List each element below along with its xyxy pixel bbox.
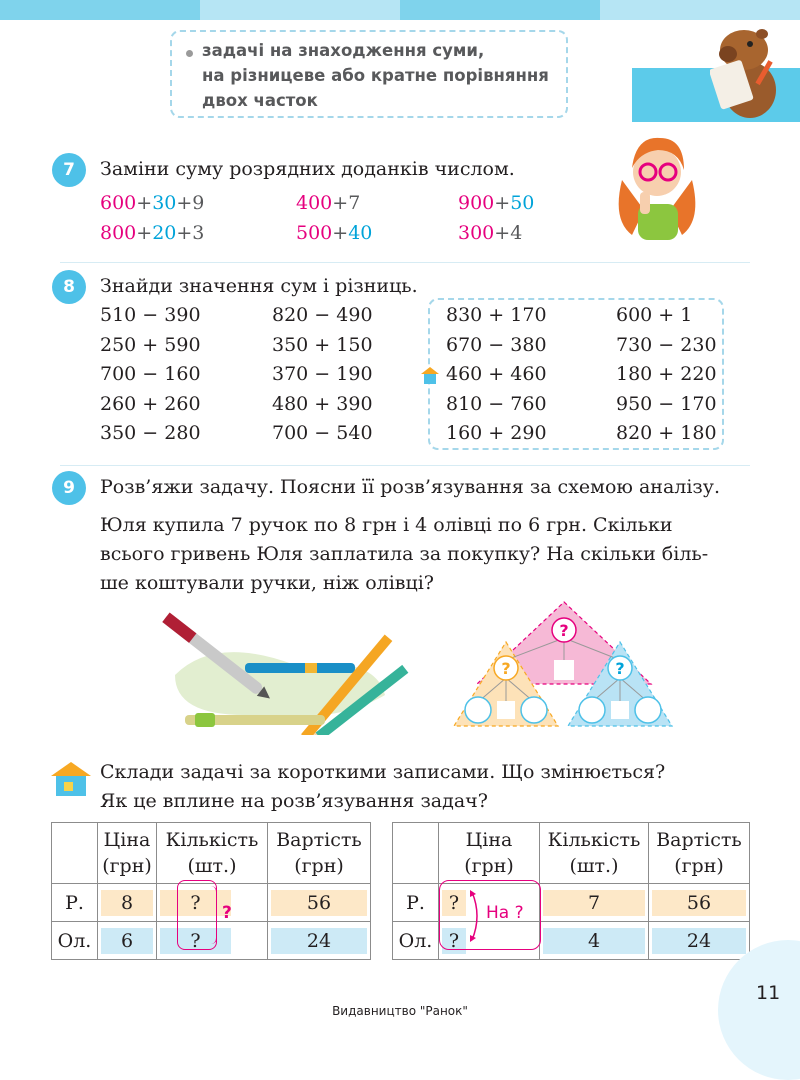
goal-line: задачі на знаходження суми, xyxy=(202,41,485,60)
task7-expression: 900+50 xyxy=(458,192,535,214)
page-number: 11 xyxy=(756,982,781,1004)
svg-text:?: ? xyxy=(501,659,511,678)
table-header-empty xyxy=(393,823,439,884)
goal-line: двох часток xyxy=(202,91,318,110)
expression: 350 + 150 xyxy=(272,333,373,356)
expression: 510 − 390 xyxy=(100,304,201,326)
task-7-instruction: Заміни суму розрядних доданків числом. xyxy=(100,158,515,180)
table-header-price: Ціна (грн) xyxy=(439,823,540,884)
task-number-badge: 9 xyxy=(52,471,86,505)
bullet-icon xyxy=(186,50,193,57)
expression: 670 − 380 xyxy=(446,333,547,356)
section-divider xyxy=(60,465,750,466)
house-icon xyxy=(420,365,440,385)
table-row: Р. ? 7 56 xyxy=(393,884,750,922)
table-header-quantity: Кількість (шт.) xyxy=(157,823,268,884)
table-header-price: Ціна (грн) xyxy=(98,823,157,884)
table-row: Ол. 6 ? 24 xyxy=(52,922,371,960)
expression: 480 + 390 xyxy=(272,392,373,415)
expression: 700 − 540 xyxy=(272,422,373,444)
task-number-badge: 8 xyxy=(52,270,86,304)
task-8-instruction: Знайди значення сум і різниць. xyxy=(100,275,418,297)
task8-column-4 xyxy=(616,301,717,449)
home-task-instruction: Склади задачі за короткими записами. Що змінюється? Як це вплине на розв’язування задач? xyxy=(100,761,666,812)
double-arrow-icon xyxy=(468,888,484,944)
expression: 820 + 180 xyxy=(616,422,717,444)
expression: 350 − 280 xyxy=(100,422,201,444)
goal-line: на різницеве або кратне порівняння xyxy=(202,66,549,85)
table-header-cost: Вартість (грн) xyxy=(649,823,750,884)
task7-expression: 600+30+9 xyxy=(100,192,205,214)
svg-text:?: ? xyxy=(559,621,569,640)
section-divider xyxy=(60,262,750,263)
expression: 370 − 190 xyxy=(272,363,373,385)
task7-expression: 300+4 xyxy=(458,222,523,244)
expression: 600 + 1 xyxy=(616,304,693,326)
task8-column-3 xyxy=(446,301,547,449)
expression: 950 − 170 xyxy=(616,392,717,415)
expression: 160 + 290 xyxy=(446,422,547,444)
task-number-badge: 7 xyxy=(52,153,86,187)
table-header-empty xyxy=(52,823,98,884)
table-row: Ол. ? 4 24 xyxy=(393,922,750,960)
task8-column-2 xyxy=(272,301,373,449)
brace xyxy=(210,886,217,944)
lesson-goal-box xyxy=(170,30,568,118)
task8-column-1 xyxy=(100,301,201,449)
table-header-cost: Вартість (грн) xyxy=(268,823,371,884)
expression: 820 − 490 xyxy=(272,304,373,326)
svg-text:?: ? xyxy=(615,659,625,678)
expression: 700 − 160 xyxy=(100,363,201,385)
pens-pencils-illustration xyxy=(155,605,420,735)
task-9-instruction: Розв’яжи задачу. Поясни її розв’язування за схемою аналізу. xyxy=(100,476,721,498)
expression: 180 + 220 xyxy=(616,363,717,385)
expression: 460 + 460 xyxy=(446,363,547,385)
expression: 250 + 590 xyxy=(100,333,201,356)
analysis-scheme-diagram xyxy=(436,598,691,732)
difference-note: На ? xyxy=(486,903,524,923)
task7-expression: 400+7 xyxy=(296,192,361,214)
task7-expression: 500+40 xyxy=(296,222,373,244)
publisher-footer: Видавництво "Ранок" xyxy=(332,1004,468,1018)
expression: 260 + 260 xyxy=(100,392,201,415)
task-9-problem: Юля купила 7 ручок по 8 грн і 4 олівці по 6 грн. Скільки всього гривень Юля заплатила за покупку? На скільки біль- ше коштували ручки, ніж олівці? xyxy=(100,514,709,594)
table-header-quantity: Кількість (шт.) xyxy=(540,823,649,884)
girl-illustration xyxy=(612,120,702,242)
expression: 730 − 230 xyxy=(616,333,717,356)
brace-question: ? xyxy=(222,903,232,923)
table-row: Р. 8 ? 56 xyxy=(52,884,371,922)
capybara-mascot-icon xyxy=(710,20,790,120)
expression: 810 − 760 xyxy=(446,392,547,415)
house-icon xyxy=(50,760,92,798)
expression: 830 + 170 xyxy=(446,304,547,326)
top-color-bar xyxy=(0,0,800,20)
task7-expression: 800+20+3 xyxy=(100,222,205,244)
